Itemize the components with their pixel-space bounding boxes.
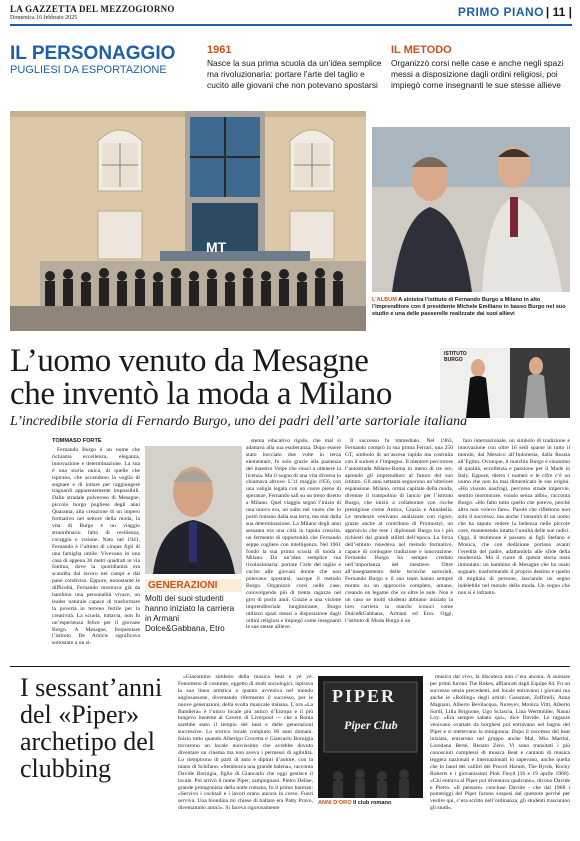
page-number: | 11 |	[545, 5, 572, 19]
photo-piper-club	[318, 676, 423, 798]
piper-caption-text: Il club romano	[353, 800, 392, 806]
piper-sign: Piper Club	[344, 718, 398, 732]
masthead-rule	[10, 24, 572, 26]
building-illustration	[10, 111, 366, 331]
box-metodo-text: Organizzò corsi nelle case e anche negli spazi messi a disposizione dagli ordini religiosi, poi impiegò come insegnanti le sue stesse allieve	[391, 58, 564, 90]
body-column-3	[345, 438, 453, 660]
byline: TOMMASO FORTE	[52, 438, 102, 444]
photo-burgo-emiliano	[372, 127, 570, 292]
headline	[10, 345, 430, 411]
body-col4-text: faro internazionale, un simbolo di tradizione e innovazione con oltre 16 sedi sparse in tutto il mondo, dal Messico all’Indonesia, dalla Russia all’Egitto. Ovunque, il marchio Burgo è sinonimo di qualità, eccellenza e passione per il Made in Italy. Eppure, dietro i numeri e le cifre c’è un uomo che non ha mai dimenticato le sue origini. «Ho vissuto naufragi, percorso strade impervie, sentito mormorare, voluto senza alibi», racconta Burgo. «Ho fatto tutto quello che potevo, perché altro non volevo fare». Parole che riflettono non solo il successo, ma anche l’umanità di un uomo che ha saputo vedere la bellezza nelle piccole cose, mantenendo intatta l’umiltà delle sue radici. Oggi, il testimone è passato ai figli Stefano e Monica, che con dedizione portano avanti l’eredità del padre, adattandola alle sfide della modernità. Ma il cuore di questa storia resta immutato: un bambino di Mesagne che ha osato sognare, trasformando il proprio destino e quello di migliaia di persone, lasciando un segno indelebile nel mondo della moda. Un sogno che non si è infranto.	[458, 438, 570, 596]
box-1961-year: 1961	[207, 44, 232, 56]
generazioni-title: GENERAZIONI	[145, 579, 242, 592]
body-col1-text: Fernando Burgo è un nome che richiama eccellenza, eleganza, innovazione e determinazione. La sua è una storia unica, di quelle che ispirano, che accendono la voglia di sognare e di lottare per raggiungere traguardi apparentemente impossibili. Dallo stradale polveroso di Mesagne, piccolo borgo pugliese degli anni Quaranta, alla creazione di un impero formativo nel settore della moda, la vita di Burgo è un viaggio straordinario fatto di resilienza, coraggio e visione. Nato nel 1941, Fernando è l’ultimo di cinque figli di una famiglia umile. Vivevano in una casa di appena 36 metri quadrati in via Iontina, dove la quotidianità era scandita dal lavoro nei campi e dal pane condiviso. Eppure, nonostante le difficoltà, Fernando mostrava già da bambino una personalità vivace, un leader naturale capace di trasformare la povertà in terreno fertile per la creatività. La scuola, tuttavia, non fu un’esperienza felice per il giovane Burgo. A Mesagne, frequentare l’istituto De Amicis significava sottostare a un si-	[52, 447, 140, 647]
body-column-1	[52, 447, 140, 659]
burgo-portrait-illustration	[145, 446, 242, 574]
generazioni-box	[145, 579, 242, 634]
section-divider	[10, 666, 570, 667]
box-metodo-title: IL METODO	[391, 44, 452, 56]
piper-headline: I sessant’anni del «Piper» archetipo del clubbing	[20, 673, 163, 783]
subhead: L’incredibile storia di Fernardo Burgo, uno dei padri dell’arte sartoriale italiana	[10, 414, 468, 429]
body-col3-text: Il successo fu immediato. Nel 1963, Fernando comprò la sua prima Ferrari, una 250 GT, simbolo di un’ascesa rapida ma costruita con il sudore e l’impegno. Il mentore percorrere l’autostrada Milano-Roma in meno di tre ore, aprendo gli imprenditori al futuro del suo istituto. Gli anni settanta segnarono un’ulteriore espansione. Milano, ormai capitale della moda, divenne il trampolino di lancio per l’istituto Burgo, che iniziò a collaborare con ricche prestigiose come Amica, Grazia e Annabella. Le tendenze venivano analizzate con rigore, grazie anche al contributo di Promostyl, un approccio che rese i diplomati Burgo tra i più richiesti dai grandi stilisti dell’epoca. La forza dell’istituto risiedeva nel metodo formativo, capace di coniugare tradizione e innovazione. Fernando Burgo ha sempre creduto nell’importanza del mestiere. Oltre all’insegnamento delle tecniche sartoriali, Fernando Burgo e il suo team hanno sempre mirato su un approccio completo, umano, creando un legame che va oltre le aule. Non è un caso se molti studenti abbiano iniziato la loro carriera in marchi iconici come Dolce&Gabbana, Armani ed Etro. Oggi, l’istituto di Moda Burgo è un	[345, 438, 453, 624]
piper-column-2	[430, 674, 570, 834]
photo-burgo-portrait	[145, 446, 242, 574]
masthead	[10, 4, 572, 38]
headline-line-2: che inventò la moda a Milano	[10, 376, 392, 412]
kicker-subtitle: PUGLIESI DA ESPORTAZIONE	[10, 64, 167, 76]
photo-istituto-building	[10, 111, 366, 331]
piper-col2-text: musica dal vivo, la discoteca non c’era ancora. A suonare per primi furono The Rokes, affiancati dagli Equipe 84. Fu un successo senza precedenti, nel locale entravano i giovani ma anche le «Rolling» degli artisti: Gassman, Zeffirelli, Anna Magnani, Alberto Bevilacqua, Nureyev, Monica Vitti, Alberto Sordi, Lilla Brignone, Ugo Sciascia, Lina Wertmüller, Nanni Loy. «Era sempre sabato qui», dice Davide. Le ragazze venivano ovattate da borghesi poi entravano nel bagno del Piper e si mettevano la minigonna. Dopo il successo del beat iniziata, entrarono nel gruppo anche Mal, Mia Martini, Loredana Bertè, Renato Zero. Vi sono transitati i più conosciuti complessi di musica Beat e cantanti di musica leggera nazionali e internazionali lo sapevano, anche quella che lo band dei calibri dei Procol Harum, The Byrds, Rocky Roberts e i giovanissimi Pink Floyd (16 e 19 aprile 1968). «Chi entrava al Piper poi diventava qualcuno», dicono Davide e Pietro. «Il pensare» concluse Davide - che dal 1968 i pomeriggi del Piper furono sospesi dal questore perché per vestire qui, c’era scritto nell’ordinanza, gli studenti trascurano gli studi».	[430, 674, 570, 812]
headline-line-1: L’uomo venuto da Mesagne	[10, 343, 369, 379]
box-1961	[207, 44, 387, 91]
generazioni-text: Molti dei suoi studenti hanno iniziato la carriera in Armani Dolce&Gabbana, Etro	[145, 594, 235, 633]
runway-sign: ISTITUTO BURGO	[444, 351, 467, 363]
body-column-4	[458, 438, 570, 660]
caption-label: L’ALBUM	[372, 297, 397, 303]
piper-col1-text: «Giacomino simbolo della musica beat e yé yé. Fenomeno di costume, oggetto di studi sociologici, ispirava la sua linea artistica a quanto avveniva nel mondo anglosassone, diventando rifermento il successo, per le nuove generazioni, della svolta musicale italiana. L’ora «La Bandiera» è l’unico locale più antico d’Europa e il più longevo insieme al Cavern di Liverpool — che a Roma sarebbe stato il tempio del beat e delle generazioni successive. Lo storico locale compiuto 60 anni domani. Inizio tutto quando Alberigo Crocetta e Giancarlo Bornigia trovarono un locale nuovissimo che avrebbe dovuto diventare un cinema ma non aveva i permessi di agibilità. Lo riempirono di parti di auto e dipinti d’autore, con la mano di Schifano. «Sembrava una grande balena», racconta Davide Bornigia, figlio di Giancarlo che oggi gestisce il locale. Poi arrivò il nome Piper, zampognaro. Pietro Delise, grande protagonista della notte romana, fu il primo barman: «Servivo i cocktail e i lavori erano ancora in corso. Fuori serviva. Una biondina mi chiese di ballare era Patty Pravo, diventammo amici». Si faceva rigorosamente	[178, 674, 313, 812]
photo-caption	[372, 297, 570, 318]
photo-fashion-show	[440, 348, 570, 418]
caption-text: A sinistra l’istituto di Fernando Burgo a Milano in alto l’imprenditore con il presidente Michele Emiliano in basso Burgo nel suo studio e una delle passerelle realizzate dai suoi allievi	[372, 297, 566, 317]
piper-sign-top: PIPER	[332, 686, 396, 706]
piper-caption	[318, 800, 391, 806]
building-sign: MT	[206, 239, 227, 255]
section-title: PRIMO PIANO	[457, 5, 544, 19]
body-col2-text: stema educativo rigido, che mal si adattava alla sua esuberanza. Dopo essere stato bocciato due volte in terza elementare, fu solo grazie alla pazienza del maestro Volpe che riuscì a ottenere la licenza. Ma il sogno di una vita diversa lo chiamava altrove. L’11 maggio 1956, con una valigia legata con un cuore pieno di speranze, Fernando salì su un treno diretto a Milano. Quel viaggio segnò l’inizio di una nuova era, un salto nel vuoto che lo portò lontano dalla sua terra, ma mai dalla sua determinazione. La Milano degli anni sessanta era una città in rapida crescita, un fermento di opportunità che Fernando seppe cogliere con intelligenza. Nel 1961 fondò la sua prima scuola di moda a Milano. Da un’idea semplice ma rivoluzionaria: portare l’arte del taglio e cucito alle giovani donne che non potevano spostarsi, nacque il metodo Burgo. Organizzò corsi nelle case, coinvolgendo più di trenta ragazze nel giro di pochi anni. Grazie a una visione imprenditoriale lungimirante, Burgo utilizzò spazi messi a disposizione dagli ordini religiosi e impiegò come insegnanti le sue stesse allieve.	[246, 438, 341, 631]
piper-caption-label: ANNI D’ORO	[318, 800, 352, 806]
kicker-title: IL PERSONAGGIO	[10, 43, 176, 64]
newspaper-name: LA GAZZETTA DEL MEZZOGIORNO	[10, 4, 175, 14]
body-column-2	[246, 438, 341, 660]
issue-date: Domenica 16 febbraio 2025	[10, 15, 78, 21]
box-1961-text: Nasce la sua prima scuola da un’idea semplice ma rivoluzionaria: portare l’arte del taglio e cucito alle giovani che non potevano spostarsi	[207, 58, 382, 90]
kicker	[10, 44, 200, 77]
box-metodo	[391, 44, 571, 91]
portrait-illustration	[372, 127, 570, 292]
piper-column-1	[178, 674, 313, 834]
